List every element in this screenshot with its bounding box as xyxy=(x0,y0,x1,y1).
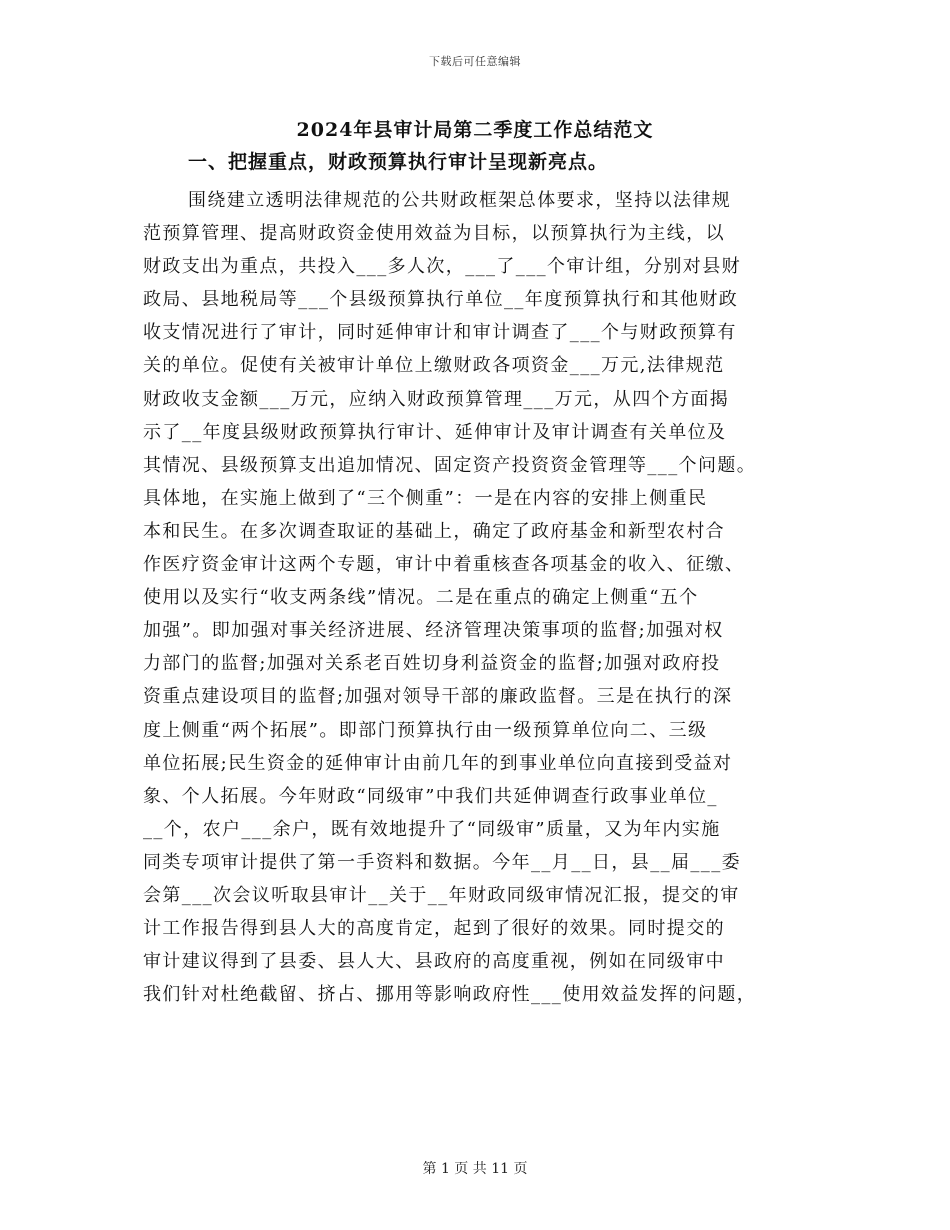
section-heading: 一、把握重点，财政预算执行审计呈现新亮点。 xyxy=(188,151,609,173)
body-line: 财政支出为重点，共投入___多人次，___了___个审计组，分别对县财 xyxy=(143,256,741,278)
body-line: 本和民生。在多次调查取证的基础上，确定了政府基金和新型农村合 xyxy=(143,520,725,542)
body-line: 单位拓展;民生资金的延伸审计由前几年的到事业单位向直接到受益对 xyxy=(143,752,733,774)
body-line: 政局、县地税局等___个县级预算执行单位__年度预算执行和其他财政 xyxy=(143,289,739,311)
body-line: 计工作报告得到县人大的高度肯定，起到了很好的效果。同时提交的 xyxy=(143,918,725,940)
body-line: 财政收支金额___万元，应纳入财政预算管理___万元，从四个方面揭 xyxy=(143,388,730,410)
body-line: 具体地，在实施上做到了“三个侧重”：一是在内容的安排上侧重民 xyxy=(143,487,708,509)
body-line: 收支情况进行了审计，同时延伸审计和审计调查了___个与财政预算有 xyxy=(143,322,737,344)
body-line: 范预算管理、提高财政资金使用效益为目标，以预算执行为主线，以 xyxy=(143,223,725,245)
body-line: 资重点建设项目的监督;加强对领导干部的廉政监督。三是在执行的深 xyxy=(143,686,733,708)
body-line: 作医疗资金审计这两个专题，审计中着重核查各项基金的收入、征缴、 xyxy=(143,554,745,576)
body-text xyxy=(143,184,823,1011)
body-line: 象、个人拓展。今年财政“同级审”中我们共延伸调查行政事业单位_ xyxy=(143,785,718,807)
body-line: 同类专项审计提供了第一手资料和数据。今年__月__日，县__届___委 xyxy=(143,851,741,873)
body-line: 使用以及实行“收支两条线”情况。二是在重点的确定上侧重“五个 xyxy=(143,587,699,609)
body-line: 我们针对杜绝截留、挤占、挪用等影响政府性___使用效益发挥的问题， xyxy=(143,984,757,1006)
body-line: 其情况、县级预算支出追加情况、固定资产投资资金管理等___个问题。 xyxy=(143,454,757,476)
body-line: 度上侧重“两个拓展”。即部门预算执行由一级预算单位向二、三级 xyxy=(143,719,708,741)
document-title: 2024年县审计局第二季度工作总结范文 xyxy=(296,119,654,141)
body-line: 关的单位。促使有关被审计单位上缴财政各项资金___万元,法律规范 xyxy=(143,355,725,377)
body-line: 审计建议得到了县委、县人大、县政府的高度重视，例如在同级审中 xyxy=(143,951,725,973)
body-line: __个，农户___余户，既有效地提升了“同级审”质量，又为年内实施 xyxy=(143,818,721,840)
body-line: 会第___次会议听取县审计__关于__年财政同级审情况汇报，提交的审 xyxy=(143,884,740,906)
body-line: 加强”。即加强对事关经济进展、经济管理决策事项的监督;加强对权 xyxy=(143,620,724,642)
header-note: 下载后可任意编辑 xyxy=(429,55,521,68)
body-line: 力部门的监督;加强对关系老百姓切身利益资金的监督;加强对政府投 xyxy=(143,653,721,675)
page-number-footer: 第 1 页 共 11 页 xyxy=(422,1161,528,1177)
body-line: 示了__年度县级财政预算执行审计、延伸审计及审计调查有关单位及 xyxy=(143,421,727,443)
body-line: 围绕建立透明法律规范的公共财政框架总体要求，坚持以法律规 xyxy=(188,190,732,211)
